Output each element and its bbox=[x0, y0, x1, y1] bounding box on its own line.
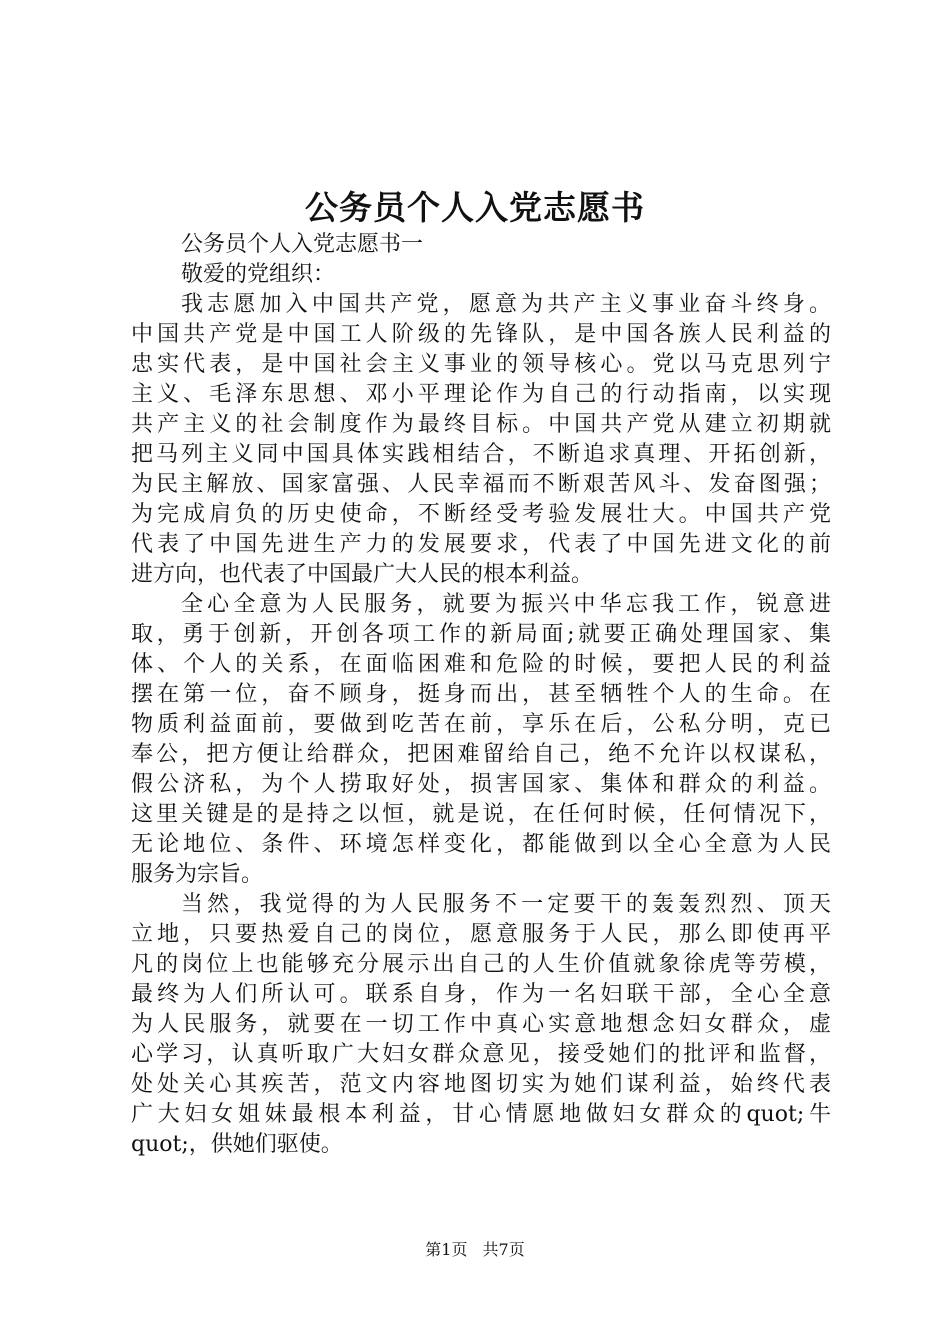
text-line: 把马列主义同中国具体实践相结合，不断追求真理、开拓创新， bbox=[131, 442, 831, 467]
text-line: 假公济私，为个人捞取好处，损害国家、集体和群众的利益。 bbox=[131, 772, 831, 797]
text-line: 心学习，认真听取广大妇女群众意见，接受她们的批评和监督， bbox=[131, 1042, 831, 1067]
text-line: 立地，只要热爱自己的岗位，愿意服务于人民，那么即使再平 bbox=[131, 922, 831, 947]
text-line: 为完成肩负的历史使命，不断经受考验发展壮大。中国共产党 bbox=[131, 502, 831, 527]
text-line: 代表了中国先进生产力的发展要求，代表了中国先进文化的前 bbox=[131, 532, 831, 557]
text-line: 物质利益面前，要做到吃苦在前，享乐在后，公私分明，克已 bbox=[131, 712, 831, 737]
page-total: 共7页 bbox=[482, 1240, 525, 1259]
text-line: 取，勇于创新，开创各项工作的新局面;就要正确处理国家、集 bbox=[131, 622, 831, 647]
text-line: 进方向，也代表了中国最广大人民的根本利益。 bbox=[131, 562, 594, 587]
text-line: 敬爱的党组织： bbox=[181, 262, 336, 287]
text-line: 公务员个人入党志愿书一 bbox=[181, 232, 424, 257]
text-line: 服务为宗旨。 bbox=[131, 862, 264, 887]
text-line: 当然，我觉得的为人民服务不一定要干的轰轰烈烈、顶天 bbox=[181, 892, 831, 917]
text-line: 摆在第一位，奋不顾身，挺身而出，甚至牺牲个人的生命。在 bbox=[131, 682, 831, 707]
text-line: 为人民服务，就要在一切工作中真心实意地想念妇女群众，虚 bbox=[131, 1012, 831, 1037]
text-line: 这里关键是的是持之以恒，就是说，在任何时候，任何情况下， bbox=[131, 802, 831, 827]
page-footer bbox=[0, 1240, 950, 1260]
text-line: 凡的岗位上也能够充分展示出自己的人生价值就象徐虎等劳模， bbox=[131, 952, 831, 977]
text-line: 无论地位、条件、环境怎样变化，都能做到以全心全意为人民 bbox=[131, 832, 831, 857]
text-line: 共产主义的社会制度作为最终目标。中国共产党从建立初期就 bbox=[131, 412, 831, 437]
text-line: quot;，供她们驱使。 bbox=[131, 1132, 343, 1157]
page-number: 第1页 bbox=[425, 1240, 468, 1259]
document-body bbox=[131, 230, 831, 1160]
text-line: 我志愿加入中国共产党，愿意为共产主义事业奋斗终身。 bbox=[181, 292, 831, 317]
text-line: 中国共产党是中国工人阶级的先锋队，是中国各族人民利益的 bbox=[131, 322, 831, 347]
text-line: 处处关心其疾苦，范文内容地图切实为她们谋利益，始终代表 bbox=[131, 1072, 831, 1097]
text-line: 为民主解放、国家富强、人民幸福而不断艰苦风斗、发奋图强； bbox=[131, 472, 831, 497]
text-line: 全心全意为人民服务，就要为振兴中华忘我工作，锐意进 bbox=[181, 592, 831, 617]
text-line: 忠实代表，是中国社会主义事业的领导核心。党以马克思列宁 bbox=[131, 352, 831, 377]
text-line: 奉公，把方便让给群众，把困难留给自己，绝不允许以权谋私， bbox=[131, 742, 831, 767]
document-title: 公务员个人入党志愿书 bbox=[305, 188, 645, 227]
text-line: 最终为人们所认可。联系自身，作为一名妇联干部，全心全意 bbox=[131, 982, 831, 1007]
text-line: 主义、毛泽东思想、邓小平理论作为自己的行动指南，以实现 bbox=[131, 382, 831, 407]
text-line: 广大妇女姐妹最根本利益，甘心情愿地做妇女群众的quot;牛 bbox=[131, 1102, 831, 1127]
text-line: 体、个人的关系，在面临困难和危险的时候，要把人民的利益 bbox=[131, 652, 831, 677]
